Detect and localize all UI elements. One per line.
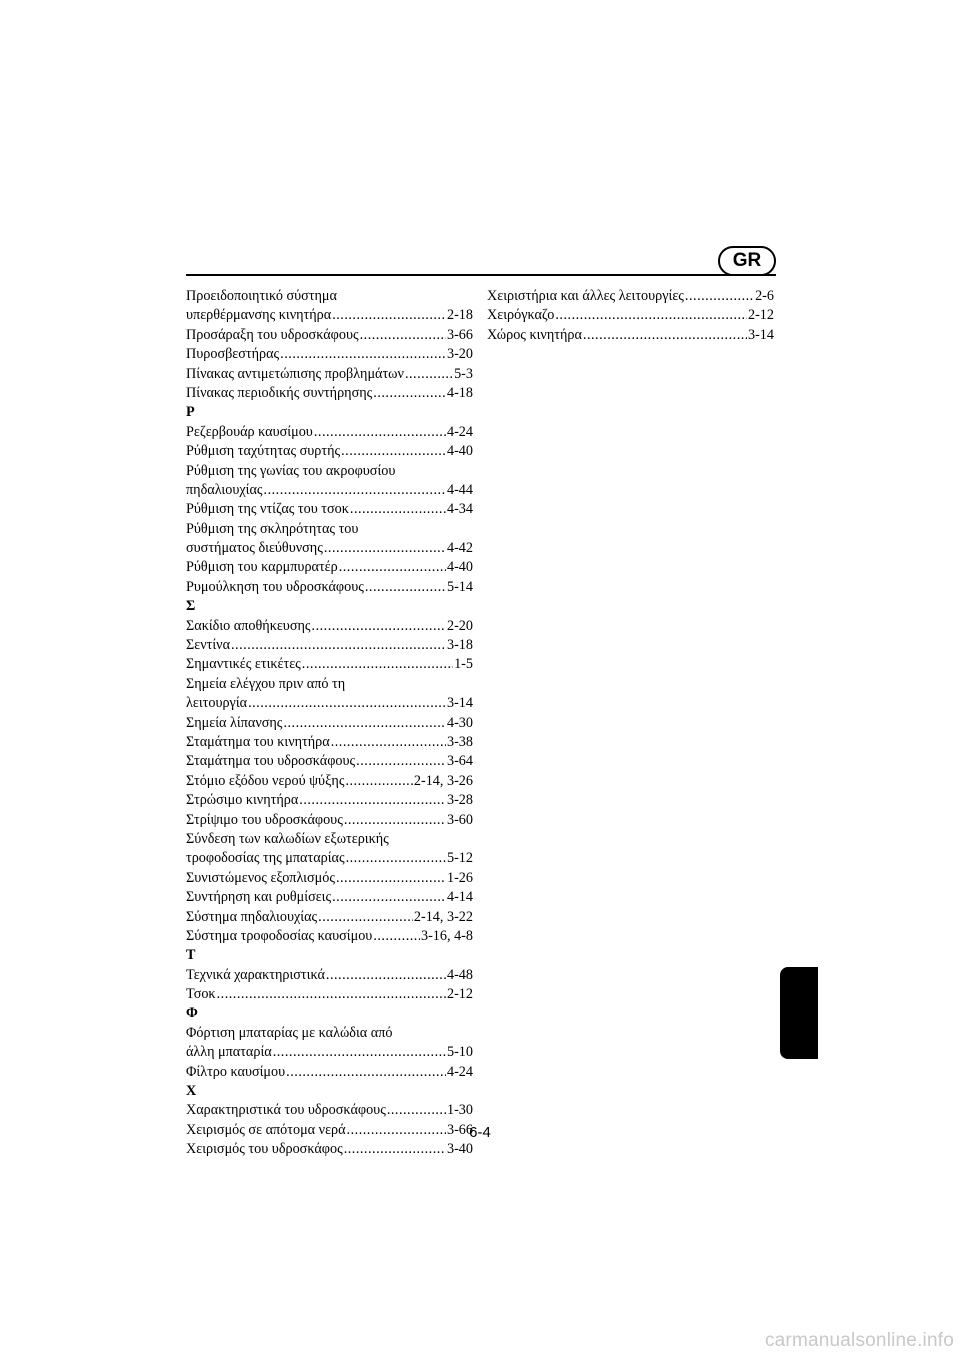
index-entry <box>487 326 774 345</box>
dot-leader <box>332 888 446 907</box>
index-entry-text: πηδαλιουχίας <box>186 481 263 498</box>
index-entry-page: 2-18 <box>446 307 473 324</box>
index-entry <box>186 287 473 306</box>
dot-leader <box>583 326 747 345</box>
index-entry-text: Φ <box>186 1005 198 1022</box>
dot-leader <box>344 811 446 830</box>
index-entry-page: 4-40 <box>446 443 473 460</box>
index-entry-page: 5-3 <box>454 365 473 382</box>
index-entry-text: λειτουργία <box>186 695 248 712</box>
dot-leader <box>356 752 446 771</box>
index-entry-text: Φίλτρο καυσίμου <box>186 1063 286 1080</box>
index-entry <box>186 384 473 403</box>
index-entry-page: 1-5 <box>454 656 473 673</box>
index-entry <box>186 811 473 830</box>
index-entry <box>186 1101 473 1120</box>
index-entry <box>186 714 473 733</box>
index-entry-page: 4-40 <box>446 559 473 576</box>
index-entry-text: τροφοδοσίας της μπαταρίας <box>186 850 345 867</box>
dot-leader <box>336 869 446 888</box>
dot-leader <box>365 578 446 597</box>
index-letter-heading <box>186 597 473 616</box>
index-entry-page: 4-30 <box>446 714 473 731</box>
dot-leader <box>312 617 446 636</box>
dot-leader <box>344 1140 446 1159</box>
index-entry-page: 2-20 <box>446 617 473 634</box>
dot-leader <box>350 500 446 519</box>
index-entry-page: 5-10 <box>446 1044 473 1061</box>
dot-leader <box>314 423 446 442</box>
index-entry <box>186 500 473 519</box>
index-entry <box>186 636 473 655</box>
index-entry-text: Ρύθμιση του καρμπυρατέρ <box>186 559 338 576</box>
dot-leader <box>324 539 446 558</box>
index-entry-page: 4-24 <box>446 423 473 440</box>
index-entry-text: Πίνακας αντιμετώπισης προβλημάτων <box>186 365 404 382</box>
dot-leader <box>345 772 412 791</box>
index-entry-page: 2-14, 3-22 <box>413 908 473 925</box>
index-entry-text: Συντήρηση και ρυθμίσεις <box>186 889 332 906</box>
index-entry-text: άλλη μπαταρία <box>186 1044 272 1061</box>
index-entry <box>186 772 473 791</box>
index-entry-text: Στρίψιμο του υδροσκάφους <box>186 811 343 828</box>
index-entry <box>186 675 473 694</box>
index-entry-page: 3-60 <box>446 811 473 828</box>
index-entry <box>186 655 473 674</box>
index-entry-text: Σταμάτημα του κινητήρα <box>186 733 330 750</box>
index-entry-text: Πυροσβεστήρας <box>186 346 280 363</box>
dot-leader <box>341 442 446 461</box>
index-entry <box>186 558 473 577</box>
index-letter-heading <box>186 1082 473 1101</box>
index-entry-text: Ρύθμιση της γωνίας του ακροφυσίου <box>186 462 396 479</box>
dot-leader <box>326 966 446 985</box>
index-entry-text: Στρώσιμο κινητήρα <box>186 792 299 809</box>
dot-leader <box>280 345 446 364</box>
index-entry-page: 4-14 <box>446 889 473 906</box>
index-entry <box>186 966 473 985</box>
index-entry-text: Χειρισμός σε απότομα νερά <box>186 1121 346 1138</box>
index-letter-heading <box>186 1004 473 1023</box>
index-entry <box>487 306 774 325</box>
index-entry-text: Σταμάτημα του υδροσκάφους <box>186 753 356 770</box>
dot-leader <box>555 306 747 325</box>
index-entry-page: 3-18 <box>446 637 473 654</box>
index-letter-heading <box>186 403 473 422</box>
index-entry-text: Στόμιο εξόδου νερού ψύξης <box>186 772 345 789</box>
dot-leader <box>339 558 446 577</box>
index-entry-text: Χειρόγκαζο <box>487 307 555 324</box>
index-entry <box>186 908 473 927</box>
index-entry-page: 4-34 <box>446 501 473 518</box>
dot-leader <box>387 1101 446 1120</box>
index-entry-text: Ρυμούλκηση του υδροσκάφους <box>186 578 364 595</box>
index-entry-text: Ρύθμιση της σκληρότητας του <box>186 520 359 537</box>
dot-leader <box>405 365 453 384</box>
dot-leader <box>248 694 446 713</box>
index-entry-text: Χώρος κινητήρα <box>487 326 582 343</box>
index-entry-text: Σημεία ελέγχου πριν από τη <box>186 675 346 692</box>
dot-leader <box>685 287 754 306</box>
index-entry-page: 3-16, 4-8 <box>420 927 473 944</box>
index-entry-page: 3-66 <box>446 326 473 343</box>
index-entry <box>186 617 473 636</box>
index-entry-text: Ρύθμιση της ντίζας του τσοκ <box>186 501 349 518</box>
index-entry-text: Ρύθμιση ταχύτητας συρτής <box>186 443 341 460</box>
index-entry <box>186 849 473 868</box>
index-entry <box>186 1140 473 1159</box>
index-column-right <box>487 287 774 345</box>
index-entry <box>186 520 473 539</box>
index-entry-page: 2-14, 3-26 <box>413 772 473 789</box>
index-entry-page: 2-12 <box>747 307 774 324</box>
dot-leader <box>332 306 446 325</box>
index-entry-text: Σεντίνα <box>186 637 230 654</box>
index-entry-text: Χ <box>186 1083 197 1100</box>
index-entry-text: Σακίδιο αποθήκευσης <box>186 617 311 634</box>
index-entry <box>186 326 473 345</box>
index-entry <box>186 345 473 364</box>
index-entry <box>186 1024 473 1043</box>
index-entry <box>186 578 473 597</box>
index-entry <box>186 694 473 713</box>
watermark: carmanualsonline.info <box>764 1330 954 1351</box>
index-entry <box>186 830 473 849</box>
index-entry <box>186 985 473 1004</box>
index-entry-text: Σύστημα πηδαλιουχίας <box>186 908 318 925</box>
index-entry-text: συστήματος διεύθυνσης <box>186 540 323 557</box>
dot-leader <box>373 384 446 403</box>
index-entry <box>186 869 473 888</box>
index-entry-page: 3-66 <box>446 1121 473 1138</box>
index-entry-text: Ρεζερβουάρ καυσίμου <box>186 423 313 440</box>
index-entry-text: υπερθέρμανσης κινητήρα <box>186 307 332 324</box>
index-entry-page: 3-38 <box>446 733 473 750</box>
index-entry-page: 3-20 <box>446 346 473 363</box>
dot-leader <box>299 791 446 810</box>
index-entry <box>186 888 473 907</box>
index-entry-page: 3-14 <box>747 326 774 343</box>
dot-leader <box>264 481 446 500</box>
index-entry <box>186 1063 473 1082</box>
index-entry <box>186 791 473 810</box>
dot-leader <box>231 636 446 655</box>
index-entry-page: 4-24 <box>446 1063 473 1080</box>
index-entry-text: Σύστημα τροφοδοσίας καυσίμου <box>186 927 373 944</box>
index-entry-page: 4-48 <box>446 966 473 983</box>
index-entry-page: 1-26 <box>446 869 473 886</box>
index-entry-page: 3-28 <box>446 792 473 809</box>
index-entry-page: 3-14 <box>446 695 473 712</box>
chapter-tab <box>780 967 818 1059</box>
header-rule <box>186 274 776 276</box>
index-entry-text: Πίνακας περιοδικής συντήρησης <box>186 384 373 401</box>
index-entry-text: Σ <box>186 598 196 615</box>
index-entry <box>186 539 473 558</box>
index-entry-text: Σύνδεση των καλωδίων εξωτερικής <box>186 830 389 847</box>
index-column-left <box>186 287 473 1160</box>
index-entry-page: 2-6 <box>755 288 774 304</box>
index-entry <box>186 462 473 481</box>
dot-leader <box>360 326 446 345</box>
index-entry <box>487 287 774 306</box>
index-entry-page: 1-30 <box>446 1102 473 1119</box>
index-entry-page: 4-42 <box>446 540 473 557</box>
index-entry-text: Χειριστήρια και άλλες λειτουργίες <box>487 288 684 304</box>
index-entry <box>186 733 473 752</box>
index-entry-page: 3-64 <box>446 753 473 770</box>
index-entry-text: Φόρτιση μπαταρίας με καλώδια από <box>186 1024 393 1041</box>
index-entry-text: Σημεία λίπανσης <box>186 714 283 731</box>
dot-leader <box>286 1063 446 1082</box>
index-entry <box>186 752 473 771</box>
index-entry <box>186 1043 473 1062</box>
dot-leader <box>346 849 446 868</box>
index-entry-page: 3-40 <box>446 1141 473 1158</box>
dot-leader <box>217 985 446 1004</box>
index-entry <box>186 365 473 384</box>
index-entry-text: Προειδοποιητικό σύστημα <box>186 288 337 304</box>
dot-leader <box>318 908 413 927</box>
index-entry-text: Συνιστώμενος εξοπλισμός <box>186 869 335 886</box>
index-entry-page: 5-12 <box>446 850 473 867</box>
index-entry <box>186 927 473 946</box>
index-entry <box>186 306 473 325</box>
index-entry-text: Τσοκ <box>186 986 216 1003</box>
index-entry-text: Τεχνικά χαρακτηριστικά <box>186 966 325 983</box>
index-entry-text: Χαρακτηριστικά του υδροσκάφους <box>186 1102 386 1119</box>
index-entry <box>186 442 473 461</box>
index-entry-page: 4-18 <box>446 384 473 401</box>
index-entry <box>186 423 473 442</box>
page-number: 6-4 <box>469 1124 491 1141</box>
index-letter-heading <box>186 946 473 965</box>
index-entry-text: Ρ <box>186 404 195 421</box>
index-entry-page: 4-44 <box>446 481 473 498</box>
index-entry-text: Σημαντικές ετικέτες <box>186 656 301 673</box>
dot-leader <box>373 927 420 946</box>
index-entry-text: Χειρισμός του υδροσκάφος <box>186 1141 343 1158</box>
index-entry-text: Προσάραξη του υδροσκάφους <box>186 326 359 343</box>
index-entry-page: 2-12 <box>446 986 473 1003</box>
dot-leader <box>302 655 453 674</box>
dot-leader <box>283 714 446 733</box>
dot-leader <box>331 733 446 752</box>
language-badge: GR <box>718 246 776 276</box>
dot-leader <box>273 1043 446 1062</box>
index-entry-page: 5-14 <box>446 578 473 595</box>
index-entry-text: Τ <box>186 947 196 964</box>
index-entry <box>186 481 473 500</box>
